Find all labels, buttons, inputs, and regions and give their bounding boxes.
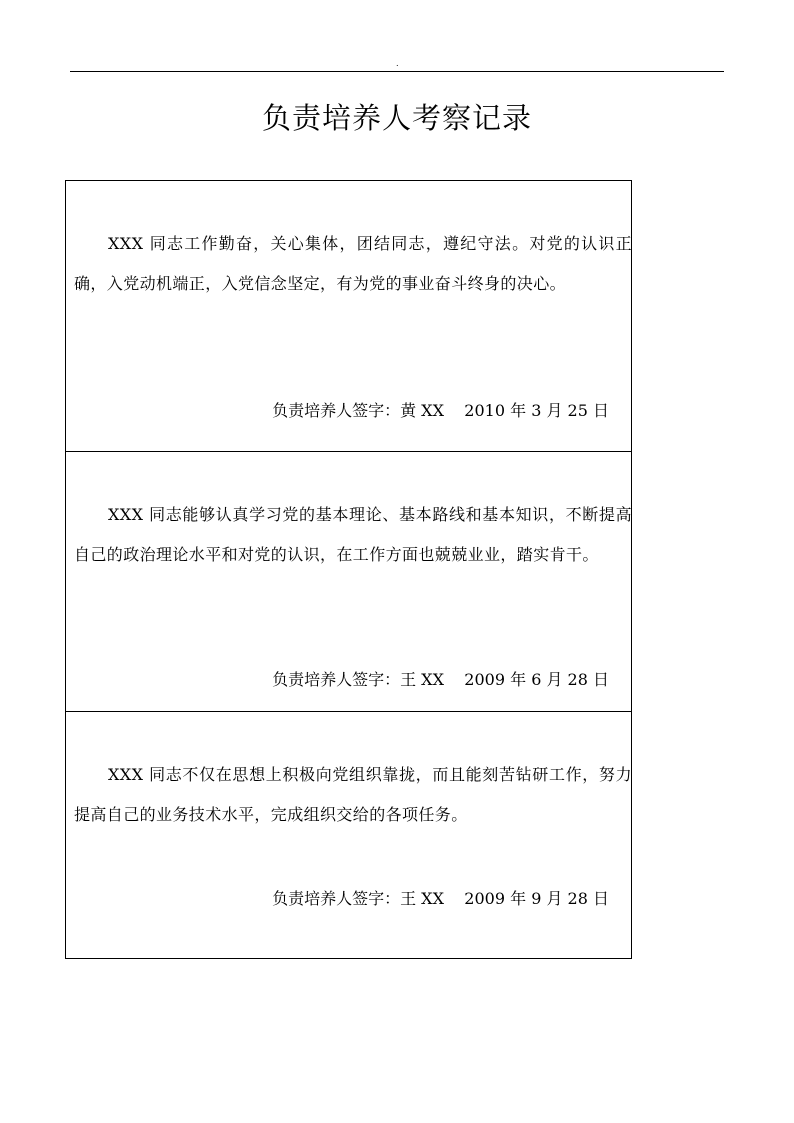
header-rule <box>70 71 724 72</box>
record-signature: 负责培养人签字：王 XX 2009 年 9 月 28 日 <box>272 889 609 908</box>
record-comment: XXX 同志工作勤奋，关心集体，团结同志，遵纪守法。对党的认识正确，入党动机端正，入党信念坚定，有为党的事业奋斗终身的决心。 <box>74 234 632 293</box>
record-1 <box>66 181 631 451</box>
page-title: 负责培养人考察记录 <box>261 101 532 135</box>
records-table <box>65 180 632 959</box>
header-mark: . <box>396 59 399 68</box>
record-comment: XXX 同志能够认真学习党的基本理论、基本路线和基本知识，不断提高自己的政治理论水平和对党的认识，在工作方面也兢兢业业，踏实肯干。 <box>74 505 632 564</box>
record-2 <box>66 451 631 711</box>
record-signature: 负责培养人签字：黄 XX 2010 年 3 月 25 日 <box>272 401 609 420</box>
record-comment: XXX 同志不仅在思想上积极向党组织靠拢，而且能刻苦钻研工作，努力提高自己的业务技术水平，完成组织交给的各项任务。 <box>74 765 632 824</box>
record-3 <box>66 711 631 958</box>
record-signature: 负责培养人签字：王 XX 2009 年 6 月 28 日 <box>272 670 609 689</box>
